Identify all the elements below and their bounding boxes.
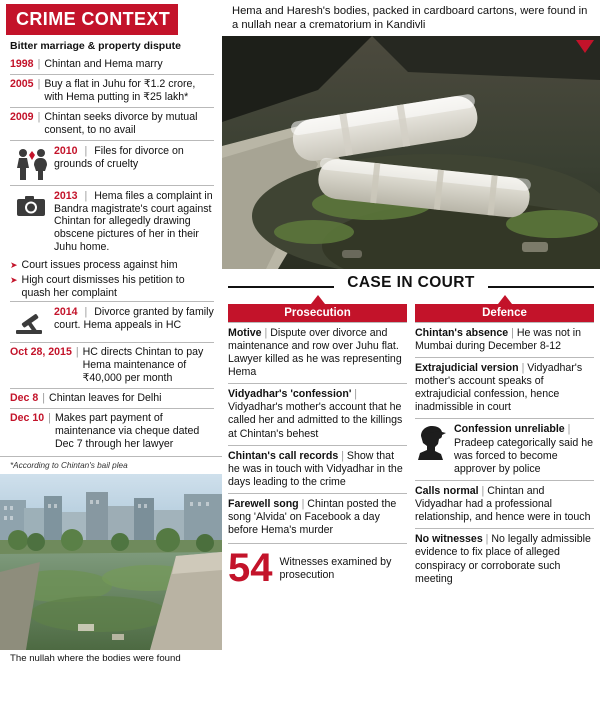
case-column [222,0,600,725]
item-separator: | [298,498,308,511]
item-lead: Vidyadhar's 'confession' [228,388,352,401]
gavel-icon [10,306,54,338]
item-lead: Confession unreliable [454,423,565,436]
timeline-year: Dec 10 [10,411,45,424]
top-photo-caption: Hema and Haresh's bodies, packed in cardboard cartons, were found in a nullah near a crematorium in Kandivli [232,5,588,32]
timeline-entry [10,185,214,259]
timeline-text: Makes part payment of maintenance via cheque dated Dec 7 through her lawyer [54,411,200,450]
timeline-text: Buy a flat in Juhu for ₹1.2 crore, with Hema putting in ₹25 lakh* [44,77,196,103]
timeline-text: Files for divorce on grounds of cruelty [54,144,184,170]
defence-item [415,528,594,590]
timeline-year: 2009 [10,110,34,123]
timeline-text: Chintan and Hema marry [44,58,163,70]
item-lead: Calls normal [415,484,479,497]
prosecution-item [228,445,407,493]
timeline-year: Dec 8 [10,391,39,404]
item-separator: | [482,533,492,546]
prosecution-heading [228,304,407,322]
timeline-bullet [10,273,214,301]
item-lead: No witnesses [415,533,483,546]
timeline-separator: | [48,411,51,424]
timeline-entry [10,388,214,408]
case-columns [222,300,600,590]
crime-context-title: CRIME CONTEXT [6,4,178,35]
timeline-separator: | [84,189,88,202]
defence-heading-label: Defence [482,306,527,319]
witness-count: 54 [228,546,273,591]
timeline-year: 2014 [54,306,78,319]
timeline-entry [10,107,214,140]
crime-scene-photo [222,36,600,269]
defence-item [415,357,594,419]
item-text: He was not in Mumbai during December 8-12 [415,326,582,352]
item-text: Chintan and Vidyadhar had a professional relationship, and hence were in touch [415,484,591,524]
item-separator: | [351,388,358,401]
timeline-separator: | [84,144,88,157]
timeline-bullet-text: High court dismisses his petition to quash her complaint [21,274,185,300]
defence-column [415,304,594,590]
item-text: Dispute over divorce and maintenance and row over Juhu flat. Lawyer killed as he was representing Hema [228,326,402,379]
case-in-court-header [222,274,600,300]
item-text: No legally admissible evidence to fix place of alleged conspiracy or corroborate such meeting [415,533,591,585]
prosecution-column [228,304,407,590]
timeline-text: Chintan leaves for Delhi [49,391,162,404]
couple-icon [10,145,54,181]
item-text: Chintan posted the song 'Alvida' on Facebook a day before Hema's murder [228,498,397,537]
red-marker-icon [576,40,594,53]
timeline-entry [10,74,214,107]
prosecution-item [228,322,407,384]
timeline-text: Hema files a complaint in Bandra magistrate's court against Chintan for allegedly drawing obscene pictures of her in their Juhu home. [54,189,213,254]
timeline-entry [10,140,214,185]
timeline-entry [10,301,214,342]
timeline-text: HC directs Chintan to pay Hema maintenance of ₹40,000 per month [82,346,204,384]
arrow-icon: ➤ [10,275,18,286]
timeline-year: 1998 [10,58,34,70]
item-text: Show that he was in touch with Vidyadhar in the days leading to the crime [228,449,403,488]
witness-count-label: Witnesses examined by prosecution [279,556,392,581]
timeline-text: Chintan seeks divorce by mutual consent, to no avail [44,110,198,136]
timeline-entry [10,342,214,388]
item-separator: | [338,449,347,462]
prosecution-item [228,383,407,445]
witness-stat [228,543,407,589]
defence-item [415,322,594,357]
timeline-separator: | [37,58,41,70]
crime-timeline [0,55,222,454]
timeline-separator: | [75,346,79,359]
item-lead: Chintan's absence [415,326,509,339]
item-lead: Extrajudicial version [415,361,519,374]
footnote: *According to Chintan's bail plea [0,456,222,474]
item-separator: | [518,361,528,374]
timeline-year: 2013 [54,189,78,202]
timeline-year: 2010 [54,144,78,157]
item-lead: Motive [228,326,262,339]
timeline-entry [10,55,214,74]
timeline-year: 2005 [10,77,34,90]
prosecution-heading-label: Prosecution [284,306,351,319]
defence-heading [415,304,594,322]
item-text: Vidyadhar's mother's account speaks of extrajudicial confession, hence inadmissible in court [415,361,583,414]
defence-item [415,480,594,528]
timeline-bullet [10,258,214,273]
arrow-icon: ➤ [10,260,18,271]
timeline-separator: | [37,110,41,123]
item-separator: | [508,326,517,339]
item-lead: Farewell song [228,498,299,511]
crime-context-header-wrap [0,0,222,37]
pointer-triangle-icon [498,295,512,304]
crime-context-subhead: Bitter marriage & property dispute [10,40,181,52]
camera-icon [10,190,54,220]
timeline-entry [10,408,214,454]
timeline-separator: | [42,391,46,404]
case-in-court-title: CASE IN COURT [347,273,475,291]
timeline-separator: | [84,306,88,319]
timeline-entry-body [54,145,214,171]
nullah-photo [0,474,222,650]
prosecution-item [228,493,407,541]
pointer-triangle-icon [311,295,325,304]
timeline-text: Divorce granted by family court. Hema appeals in HC [54,306,214,332]
timeline-year: Oct 28, 2015 [10,346,72,359]
crime-context-column [0,0,222,725]
defence-item [415,418,594,480]
item-lead: Chintan's call records [228,449,339,462]
timeline-entry-body [54,306,214,332]
timeline-bullet-text: Court issues process against him [21,259,178,272]
item-separator: | [478,484,488,497]
police-officer-icon [415,424,449,464]
item-separator: | [261,326,271,339]
item-text: Pradeep categorically said he was forced to become approver by police [454,436,593,475]
nullah-photo-caption: The nullah where the bodies were found [10,652,181,664]
item-text: Vidyadhar's mother's account that he called her and admitted to the killings at Chintan's behest [228,401,403,440]
timeline-separator: | [37,77,41,90]
item-separator: | [564,423,571,436]
timeline-entry-body [54,190,214,255]
